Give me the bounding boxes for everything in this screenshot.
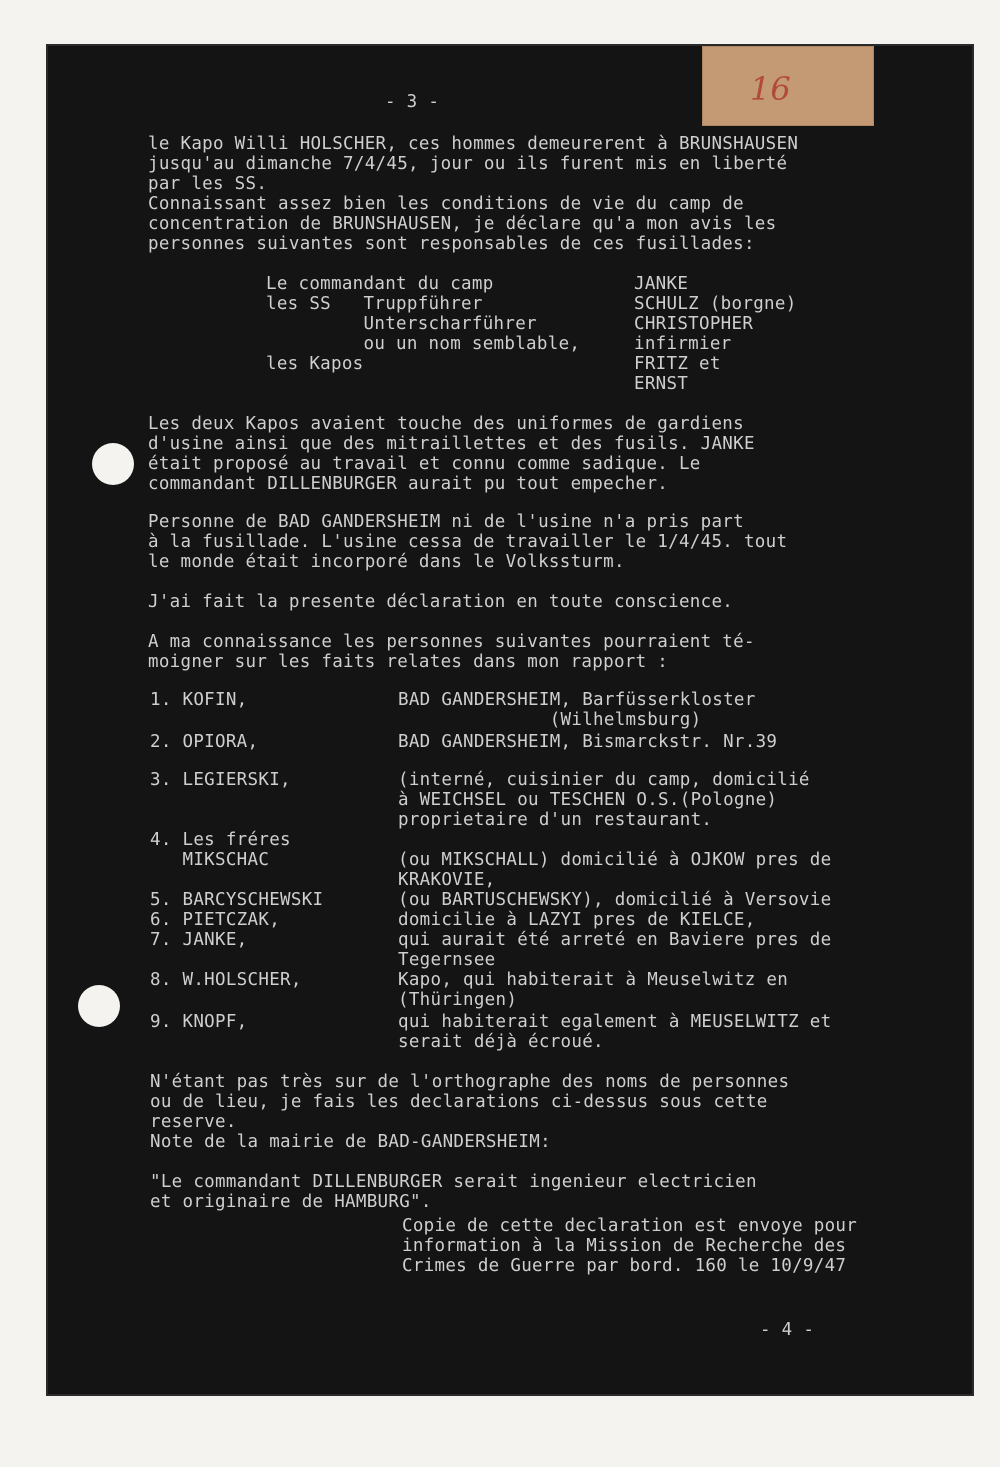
text-line: information à la Mission de Recherche des bbox=[402, 1236, 847, 1256]
text-line: commandant DILLENBURGER aurait pu tout empecher. bbox=[148, 474, 669, 494]
text-line: Connaissant assez bien les conditions de vie du camp de bbox=[148, 194, 744, 214]
text-line: Personne de BAD GANDERSHEIM ni de l'usine n'a pris part bbox=[148, 512, 744, 532]
witness-detail: (interné, cuisinier du camp, domicilié bbox=[398, 770, 810, 790]
witness-detail: (ou MIKSCHALL) domicilié à OJKOW pres de bbox=[398, 850, 832, 870]
witness-name: 1. KOFIN, bbox=[150, 690, 248, 710]
text-line: "Le commandant DILLENBURGER serait ingenieur electricien bbox=[150, 1172, 757, 1192]
witness-name: 4. Les fréres bbox=[150, 830, 291, 850]
responsible-name: infirmier bbox=[634, 334, 732, 354]
responsible-role: les SS Truppführer bbox=[266, 294, 483, 314]
responsible-role: Unterscharführer bbox=[266, 314, 537, 334]
witness-detail: serait déjà écroué. bbox=[398, 1032, 604, 1052]
responsible-role: Le commandant du camp bbox=[266, 274, 494, 294]
text-line: moigner sur les faits relates dans mon rapport : bbox=[148, 652, 669, 672]
punch-hole-top bbox=[92, 443, 134, 485]
witness-detail: (ou BARTUSCHEWSKY), domicilié à Versovie bbox=[398, 890, 832, 910]
text-line: N'étant pas très sur de l'orthographe des noms de personnes bbox=[150, 1072, 790, 1092]
text-line: Copie de cette declaration est envoye pour bbox=[402, 1216, 858, 1236]
text-line: jusqu'au dimanche 7/4/45, jour ou ils furent mis en liberté bbox=[148, 154, 788, 174]
responsible-name: FRITZ et bbox=[634, 354, 721, 374]
page-header: - 3 - bbox=[385, 92, 440, 112]
witness-detail: qui aurait été arreté en Baviere pres de bbox=[398, 930, 832, 950]
text-line: ou de lieu, je fais les declarations ci-dessus sous cette bbox=[150, 1092, 768, 1112]
witness-name: 7. JANKE, bbox=[150, 930, 248, 950]
witness-detail: Tegernsee bbox=[398, 950, 496, 970]
responsible-role: ou un nom semblable, bbox=[266, 334, 581, 354]
responsible-name: ERNST bbox=[634, 374, 689, 394]
note-heading: Note de la mairie de BAD-GANDERSHEIM: bbox=[150, 1132, 551, 1152]
paragraph-4: J'ai fait la presente déclaration en toute conscience. bbox=[148, 592, 734, 612]
responsible-name: JANKE bbox=[634, 274, 689, 294]
text-line: d'usine ainsi que des mitraillettes et des fusils. JANKE bbox=[148, 434, 755, 454]
witness-detail: domicilie à LAZYI pres de KIELCE, bbox=[398, 910, 756, 930]
text-line: reserve. bbox=[150, 1112, 237, 1132]
witness-detail: (Thüringen) bbox=[398, 990, 518, 1010]
text-line: à la fusillade. L'usine cessa de travailler le 1/4/45. tout bbox=[148, 532, 788, 552]
witness-name: MIKSCHAC bbox=[150, 850, 270, 870]
archive-tag-number: 16 bbox=[750, 70, 791, 108]
responsible-name: CHRISTOPHER bbox=[634, 314, 754, 334]
responsible-name: SCHULZ (borgne) bbox=[634, 294, 797, 314]
text-line: et originaire de HAMBURG". bbox=[150, 1192, 432, 1212]
witness-detail: Kapo, qui habiterait à Meuselwitz en bbox=[398, 970, 789, 990]
text-line: concentration de BRUNSHAUSEN, je déclare qu'a mon avis les bbox=[148, 214, 777, 234]
punch-hole-bottom bbox=[78, 985, 120, 1027]
text-line: A ma connaissance les personnes suivantes pourraient té- bbox=[148, 632, 755, 652]
text-line: personnes suivantes sont responsables de ces fusillades: bbox=[148, 234, 755, 254]
witness-name: 8. W.HOLSCHER, bbox=[150, 970, 302, 990]
text-line: le Kapo Willi HOLSCHER, ces hommes demeurerent à BRUNSHAUSEN bbox=[148, 134, 799, 154]
text-line: Les deux Kapos avaient touche des uniformes de gardiens bbox=[148, 414, 744, 434]
witness-detail: proprietaire d'un restaurant. bbox=[398, 810, 713, 830]
text-line: était proposé au travail et connu comme sadique. Le bbox=[148, 454, 701, 474]
witness-name: 6. PIETCZAK, bbox=[150, 910, 281, 930]
page-footer: - 4 - bbox=[760, 1320, 815, 1340]
witness-detail: BAD GANDERSHEIM, Bismarckstr. Nr.39 bbox=[398, 732, 778, 752]
witness-detail: (Wilhelmsburg) bbox=[398, 710, 702, 730]
witness-name: 3. LEGIERSKI, bbox=[150, 770, 291, 790]
witness-name: 2. OPIORA, bbox=[150, 732, 259, 752]
text-line: le monde était incorporé dans le Volkssturm. bbox=[148, 552, 625, 572]
witness-detail: à WEICHSEL ou TESCHEN O.S.(Pologne) bbox=[398, 790, 778, 810]
witness-detail: qui habiterait egalement à MEUSELWITZ et bbox=[398, 1012, 832, 1032]
witness-name: 5. BARCYSCHEWSKI bbox=[150, 890, 324, 910]
witness-detail: BAD GANDERSHEIM, Barfüsserkloster bbox=[398, 690, 756, 710]
text-line: Crimes de Guerre par bord. 160 le 10/9/47 bbox=[402, 1256, 847, 1276]
text-line: par les SS. bbox=[148, 174, 268, 194]
witness-detail: KRAKOVIE, bbox=[398, 870, 496, 890]
responsible-role: les Kapos bbox=[266, 354, 364, 374]
witness-name: 9. KNOPF, bbox=[150, 1012, 248, 1032]
